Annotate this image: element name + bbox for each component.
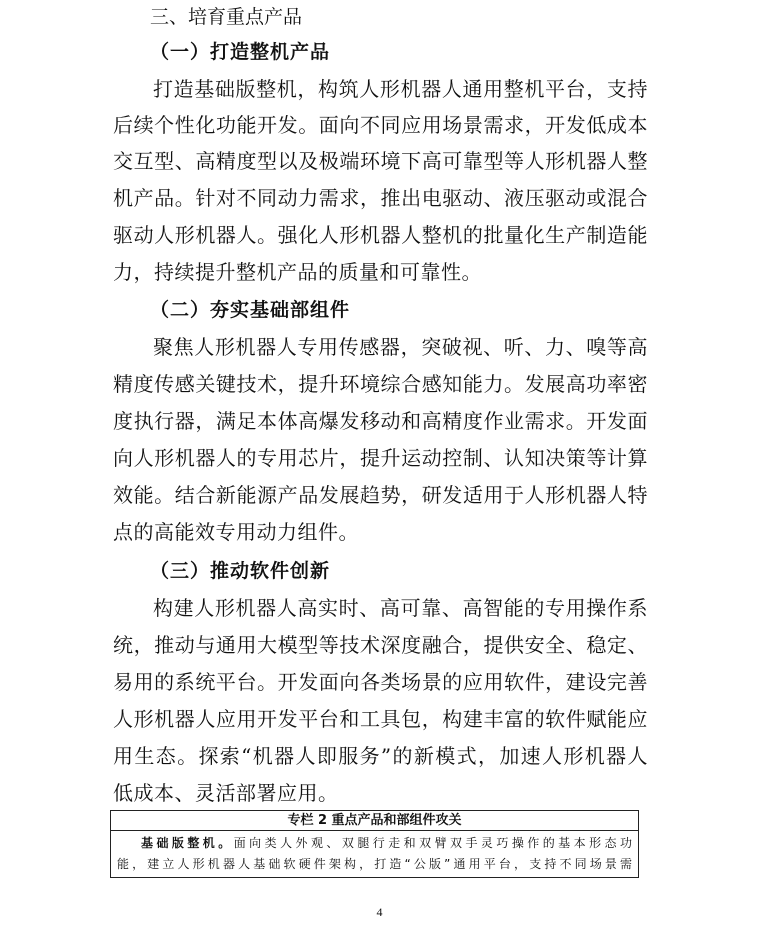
paragraph-line: 度执行器，满足本体高爆发移动和高精度作业需求。开发面 [113, 409, 648, 433]
subsection-title-1: （一）打造整机产品 [150, 41, 331, 63]
paragraph-line: 构建人形机器人高实时、高可靠、高智能的专用操作系 [153, 596, 648, 620]
paragraph-line: 统，推动与通用大模型等技术深度融合，提供安全、稳定、 [113, 633, 648, 657]
paragraph-line: 向人形机器人的专用芯片，提升运动控制、认知决策等计算 [113, 446, 648, 470]
paragraph-line: 驱动人形机器人。强化人形机器人整机的批量化生产制造能 [113, 223, 648, 247]
paragraph-line: 点的高能效专用动力组件。 [113, 520, 359, 544]
paragraph-line: 聚焦人形机器人专用传感器，突破视、听、力、嗅等高 [153, 335, 648, 359]
feature-box-line: 能，建立人形机器人基础软硬件架构，打造“公版”通用平台，支持不同场景需 [117, 857, 632, 871]
feature-box-text: 面向类人外观、双腿行走和双臂双手灵巧操作的基本形态功 [233, 836, 632, 850]
paragraph-line: 精度传感关键技术，提升环境综合感知能力。发展高功率密 [113, 372, 648, 396]
feature-box-bold-lead: 基础版整机。 [141, 836, 234, 850]
feature-box-body [111, 831, 638, 875]
paragraph-line: 用生态。探索“机器人即服务”的新模式，加速人形机器人 [113, 744, 648, 768]
subsection-title-3: （三）推动软件创新 [150, 560, 331, 582]
paragraph-line: 打造基础版整机，构筑人形机器人通用整机平台，支持 [153, 77, 648, 101]
paragraph-line: 人形机器人应用开发平台和工具包，构建丰富的软件赋能应 [113, 707, 648, 731]
feature-box-title: 专栏 2 重点产品和部组件攻关 [111, 811, 638, 831]
paragraph-line: 机产品。针对不同动力需求，推出电驱动、液压驱动或混合 [113, 186, 648, 210]
paragraph-line: 易用的系统平台。开发面向各类场景的应用软件，建设完善 [113, 670, 648, 694]
paragraph-line: 力，持续提升整机产品的质量和可靠性。 [113, 260, 482, 284]
feature-box [110, 810, 639, 878]
subsection-title-2: （二）夯实基础部组件 [150, 299, 351, 321]
section-title: 三、培育重点产品 [150, 6, 303, 28]
paragraph-line: 交互型、高精度型以及极端环境下高可靠型等人形机器人整 [113, 149, 648, 173]
paragraph-line: 效能。结合新能源产品发展趋势，研发适用于人形机器人特 [113, 483, 648, 507]
paragraph-line: 低成本、灵活部署应用。 [113, 781, 339, 805]
feature-box-line [117, 833, 632, 854]
paragraph-line: 后续个性化功能开发。面向不同应用场景需求，开发低成本 [113, 113, 648, 137]
page-number: 4 [376, 905, 383, 919]
